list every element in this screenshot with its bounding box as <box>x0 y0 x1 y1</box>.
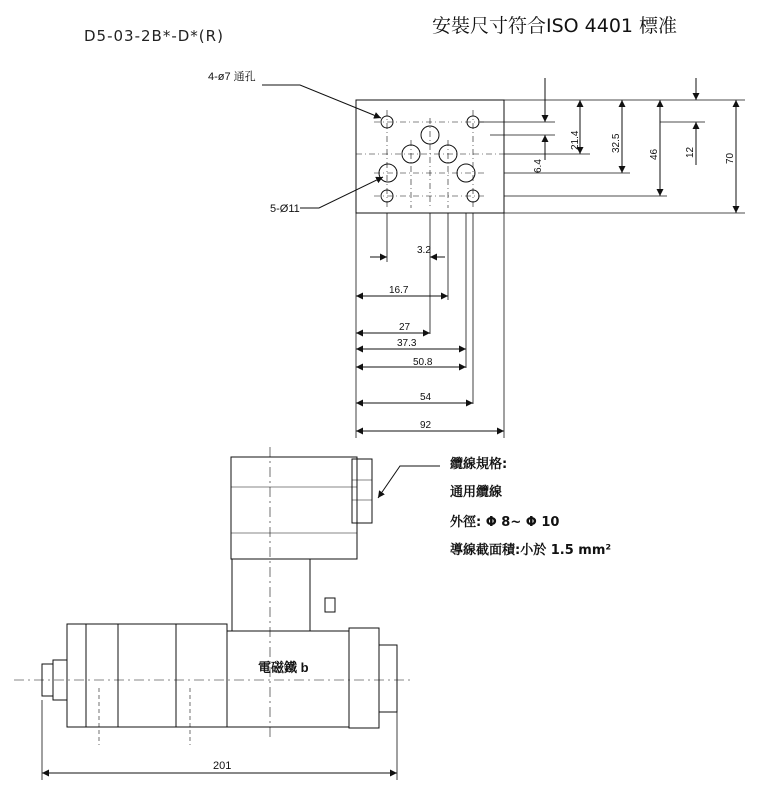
cable-spec-conductor: 導線截面積:小於 1.5 mm² <box>450 543 612 558</box>
label-ports: 5-Ø11 <box>270 203 300 215</box>
dim-37-3: 37.3 <box>397 338 417 349</box>
coil-body <box>67 624 227 727</box>
dim-21-4: 21.4 <box>570 130 581 150</box>
standard-note: 安裝尺寸符合ISO 4401 標准 <box>432 15 678 37</box>
dim-92: 92 <box>420 420 432 431</box>
dim-6-4: 6.4 <box>533 159 544 173</box>
end-nut <box>349 628 379 728</box>
leader-ports <box>300 177 383 208</box>
solenoid-housing <box>227 631 349 727</box>
dim-201: 201 <box>213 760 232 772</box>
dim-16-7: 16.7 <box>389 285 409 296</box>
dim-27: 27 <box>399 322 411 333</box>
model-code: D5-03-2B*-D*(R) <box>84 27 224 45</box>
label-through-holes: 4-ø7 通孔 <box>208 71 256 83</box>
dim-70: 70 <box>725 152 736 164</box>
dim-54: 54 <box>420 392 432 403</box>
cable-spec-type: 通用纜線 <box>450 485 503 500</box>
connector-cap <box>352 459 372 523</box>
leader-through-holes <box>262 85 381 118</box>
label-solenoid: 電磁鐵 b <box>258 660 309 675</box>
dim-3-2: 3.2 <box>417 245 431 256</box>
dim-46: 46 <box>649 148 660 160</box>
connector-body <box>231 457 357 559</box>
dim-12: 12 <box>685 146 696 158</box>
dim-32-5: 32.5 <box>611 133 622 153</box>
cable-spec-od: 外徑: Φ 8~ Φ 10 <box>450 515 560 530</box>
cable-spec-title: 纜線規格: <box>450 457 508 472</box>
leader-cable <box>378 466 440 498</box>
dim-50-8: 50.8 <box>413 357 433 368</box>
connector-neck <box>232 559 310 631</box>
